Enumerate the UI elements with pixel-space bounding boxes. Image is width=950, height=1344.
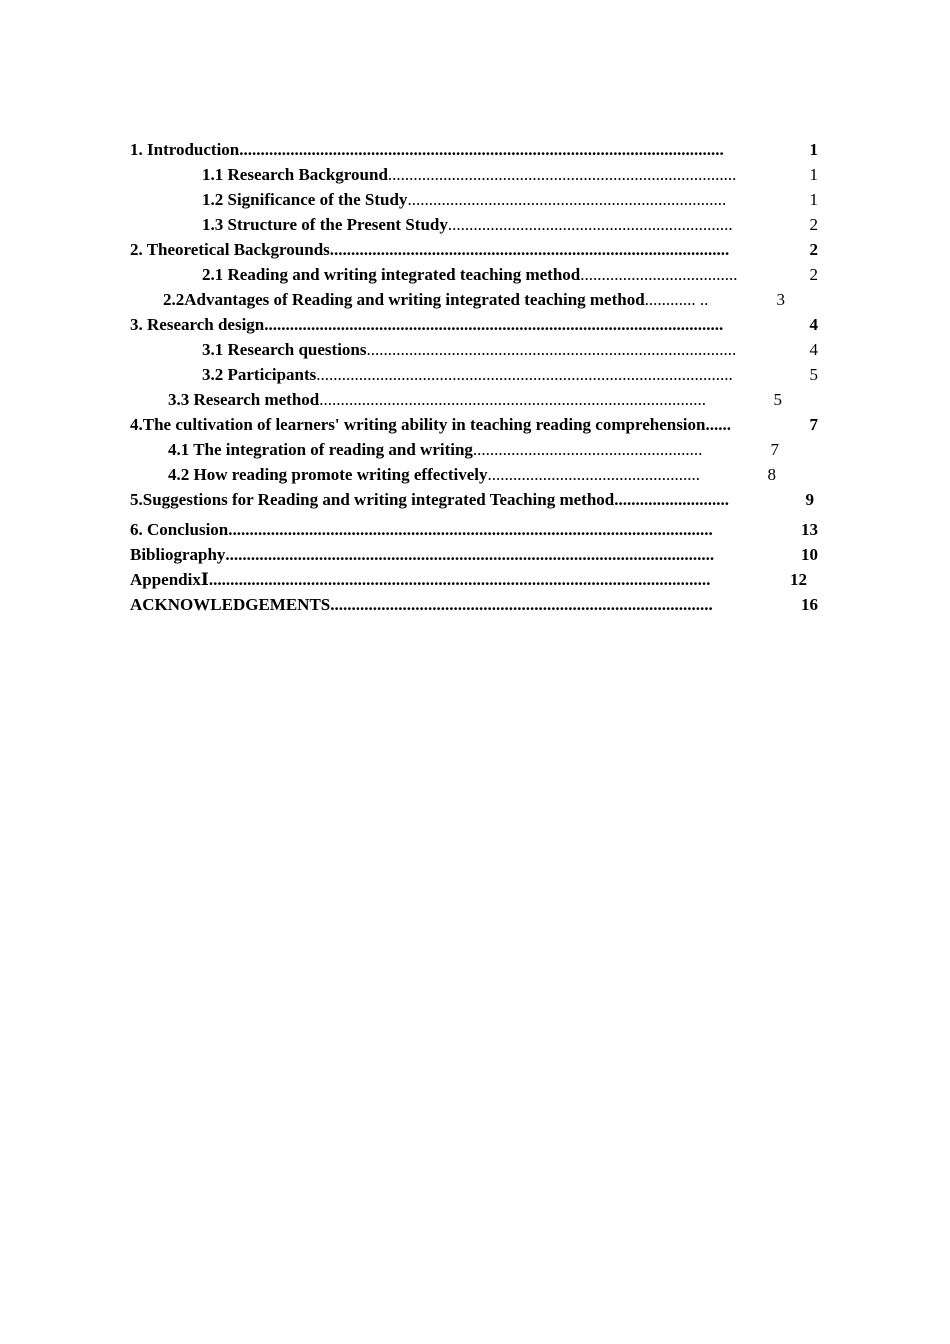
toc-leader-dots: ................................................................... bbox=[447, 215, 733, 234]
toc-page-number: 4 bbox=[809, 340, 818, 359]
toc-leader-dots: .................................................. bbox=[487, 465, 700, 484]
toc-leader-dots: .................................................................................................................. bbox=[239, 140, 724, 159]
toc-page-number: 1 bbox=[809, 165, 818, 184]
toc-entry-theoretical-backgrounds[interactable] bbox=[130, 237, 818, 262]
toc-entry-title: 3. Research design bbox=[130, 315, 265, 334]
toc-leader-dots: .................................................................................................................. bbox=[228, 520, 713, 539]
toc-entry-title: 4.2 How reading promote writing effectively bbox=[168, 465, 488, 484]
toc-entry-title: 6. Conclusion bbox=[130, 520, 229, 539]
toc-entry-title: 1.1 Research Background bbox=[202, 165, 388, 184]
toc-entry-title: AppendixⅠ bbox=[130, 570, 209, 589]
toc-page-number: 2 bbox=[809, 265, 818, 284]
toc-leader-dots: ................................................................................................................... bbox=[225, 545, 715, 564]
toc-entry-advantages[interactable] bbox=[163, 287, 785, 312]
toc-page-number: 10 bbox=[801, 545, 818, 564]
toc-page-number: 7 bbox=[770, 440, 779, 459]
toc-page-number: 7 bbox=[809, 415, 818, 434]
toc-entry-title: 4.1 The integration of reading and writing bbox=[168, 440, 473, 459]
toc-entry-conclusion[interactable] bbox=[130, 517, 818, 542]
toc-page-number: 16 bbox=[801, 595, 818, 614]
toc-page-number: 1 bbox=[809, 140, 818, 159]
toc-entry-title: 1.2 Significance of the Study bbox=[202, 190, 408, 209]
toc-leader-dots: ........................................................................... bbox=[407, 190, 727, 209]
toc-leader-dots: .............................................................................................. bbox=[329, 240, 730, 259]
toc-entry-title: 2.2Advantages of Reading and writing integrated teaching method bbox=[163, 290, 645, 309]
toc-entry-suggestions[interactable] bbox=[130, 487, 814, 512]
toc-entry-research-background[interactable] bbox=[202, 162, 818, 187]
toc-entry-bibliography[interactable] bbox=[130, 542, 818, 567]
toc-page-number: 13 bbox=[801, 520, 818, 539]
toc-leader-dots: ........................................................................................... bbox=[319, 390, 706, 409]
toc-entry-integration[interactable] bbox=[168, 437, 779, 462]
toc-entry-title: 3.3 Research method bbox=[168, 390, 320, 409]
toc-entry-participants[interactable] bbox=[202, 362, 818, 387]
toc-entry-title: 2. Theoretical Backgrounds bbox=[130, 240, 330, 259]
toc-entry-title: 3.1 Research questions bbox=[202, 340, 367, 359]
toc-entry-introduction[interactable] bbox=[130, 137, 818, 162]
toc-entry-cultivation[interactable] bbox=[130, 412, 818, 437]
toc-page-number: 4 bbox=[809, 315, 818, 334]
toc-leader-dots: ...................................................... bbox=[472, 440, 703, 459]
toc-leader-dots: .......................................................................................... bbox=[330, 595, 713, 614]
toc-page-number: 9 bbox=[805, 490, 814, 509]
toc-page-number: 1 bbox=[809, 190, 818, 209]
toc-entry-title: 4.The cultivation of learners' writing ability in teaching reading comprehension bbox=[130, 415, 706, 434]
toc-page-number: 5 bbox=[809, 365, 818, 384]
toc-entry-research-design[interactable] bbox=[130, 312, 818, 337]
toc-page-number: 2 bbox=[809, 240, 818, 259]
toc-entry-research-questions[interactable] bbox=[202, 337, 818, 362]
toc-page-number: 12 bbox=[790, 570, 807, 589]
toc-entry-title: 1.3 Structure of the Present Study bbox=[202, 215, 448, 234]
toc-leader-dots: ...... bbox=[705, 415, 731, 434]
toc-entry-title: 2.1 Reading and writing integrated teaching method bbox=[202, 265, 581, 284]
toc-entry-title: 5.Suggestions for Reading and writing integrated Teaching method bbox=[130, 490, 615, 509]
toc-page-number: 8 bbox=[767, 465, 776, 484]
toc-page-number: 3 bbox=[776, 290, 785, 309]
toc-page-number: 5 bbox=[773, 390, 782, 409]
toc-leader-dots: .................................................................................................. bbox=[316, 365, 733, 384]
toc-entry-appendix[interactable] bbox=[130, 567, 807, 592]
toc-leader-dots: ........................... bbox=[614, 490, 729, 509]
toc-entry-title: ACKNOWLEDGEMENTS bbox=[130, 595, 331, 614]
toc-leader-dots: .................................................................................. bbox=[387, 165, 737, 184]
toc-entry-structure[interactable] bbox=[202, 212, 818, 237]
toc-entry-integrated-method[interactable] bbox=[202, 262, 818, 287]
toc-leader-dots: ....................................................................................... bbox=[366, 340, 737, 359]
toc-leader-dots: ..................................... bbox=[580, 265, 738, 284]
toc-entry-reading-promote-writing[interactable] bbox=[168, 462, 776, 487]
toc-leader-dots: ...................................................................................................................... bbox=[208, 570, 711, 589]
toc-entry-title: Bibliography bbox=[130, 545, 226, 564]
toc-entry-significance[interactable] bbox=[202, 187, 818, 212]
toc-entry-acknowledgements[interactable] bbox=[130, 592, 818, 617]
toc-page-number: 2 bbox=[809, 215, 818, 234]
toc-entry-title: 1. Introduction bbox=[130, 140, 240, 159]
toc-leader-dots: ............ .. bbox=[644, 290, 709, 309]
toc-leader-dots: ............................................................................................................ bbox=[264, 315, 724, 334]
toc-entry-title: 3.2 Participants bbox=[202, 365, 317, 384]
toc-entry-research-method[interactable] bbox=[168, 387, 782, 412]
